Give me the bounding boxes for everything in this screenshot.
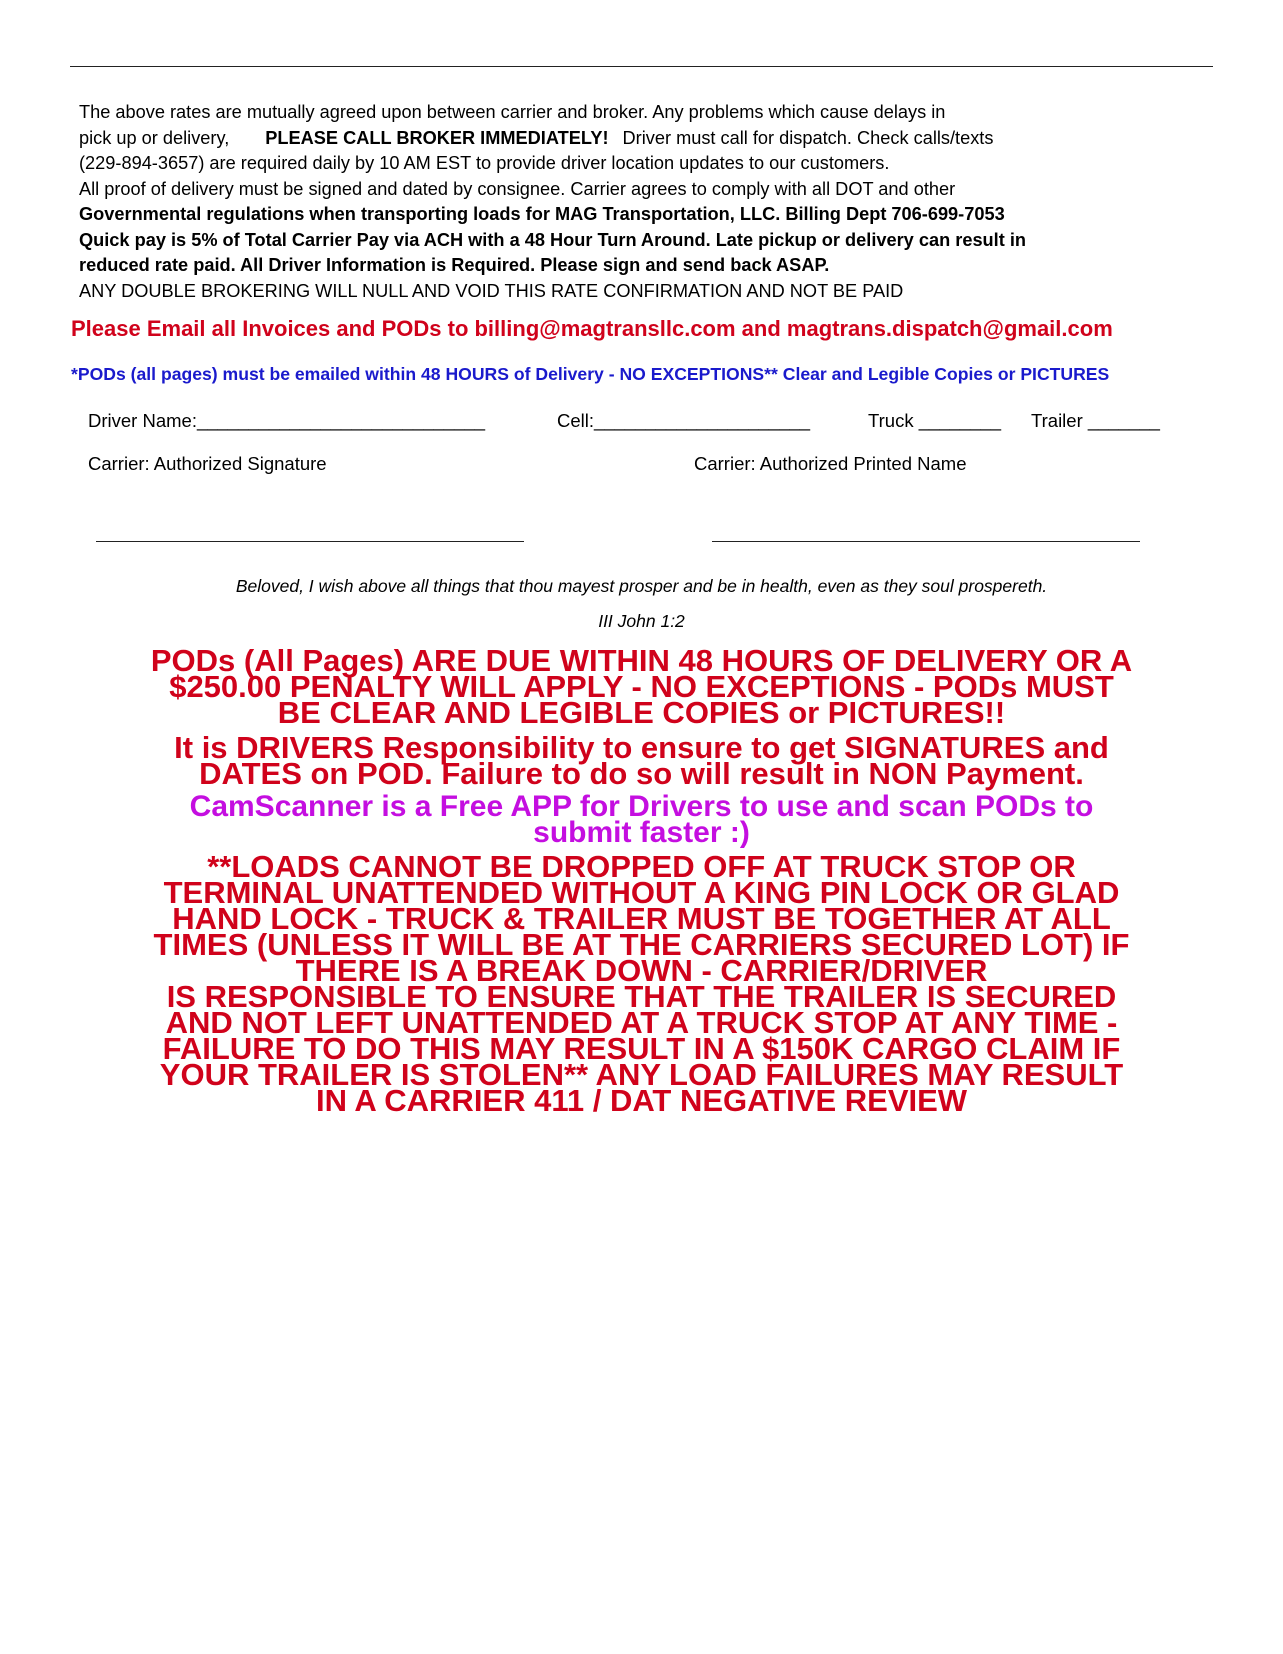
call-broker-notice: PLEASE CALL BROKER IMMEDIATELY! bbox=[265, 127, 609, 148]
driver-responsibility-warning bbox=[70, 730, 1213, 791]
cell-field[interactable]: Cell:_____________________ bbox=[557, 410, 811, 431]
email-notice: Please Email all Invoices and PODs to billing@magtransllc.com and magtrans.dispatch@gmail.com bbox=[71, 316, 1113, 341]
terms-line: The above rates are mutually agreed upon between carrier and broker. Any problems which cause delays in bbox=[79, 102, 946, 122]
warning-line: $250.00 PENALTY WILL APPLY - NO EXCEPTIONS - PODs MUST bbox=[169, 669, 1114, 704]
terms-text: Driver must call for dispatch. Check calls/texts bbox=[622, 127, 994, 148]
terms-line: All proof of delivery must be signed and dated by consignee. Carrier agrees to comply with all DOT and other bbox=[79, 178, 956, 199]
verse-text: Beloved, I wish above all things that thou mayest prosper and be in health, even as they soul prospereth. bbox=[235, 576, 1048, 596]
warning-line: AND NOT LEFT UNATTENDED AT A TRUCK STOP AT ANY TIME - bbox=[165, 1005, 1118, 1040]
authorized-signature-label: Carrier: Authorized Signature bbox=[88, 453, 327, 474]
terms-line: Quick pay is 5% of Total Carrier Pay via ACH with a 48 Hour Turn Around. Late pickup or delivery can result in bbox=[79, 229, 1026, 250]
signature-line[interactable] bbox=[96, 541, 524, 542]
loads-warning bbox=[70, 849, 1213, 1118]
camscanner-tip bbox=[70, 790, 1213, 849]
truck-field[interactable]: Truck ________ bbox=[868, 410, 1002, 431]
trailer-field[interactable]: Trailer _______ bbox=[1031, 410, 1160, 431]
verse-reference: III John 1:2 bbox=[598, 611, 685, 631]
warning-line: It is DRIVERS Responsibility to ensure to get SIGNATURES and bbox=[174, 730, 1109, 765]
warning-line: FAILURE TO DO THIS MAY RESULT IN A $150K CARGO CLAIM IF bbox=[162, 1031, 1121, 1066]
terms-line: Governmental regulations when transporting loads for MAG Transportation, LLC. Billing Dept 706-699-7053 bbox=[79, 204, 1005, 224]
tip-line: CamScanner is a Free APP for Drivers to use and scan PODs to bbox=[189, 790, 1094, 823]
terms-line: (229-894-3657) are required daily by 10 AM EST to provide driver location updates to our customers. bbox=[79, 153, 890, 173]
warning-line: BE CLEAR AND LEGIBLE COPIES or PICTURES!! bbox=[277, 695, 1006, 730]
terms-line: reduced rate paid. All Driver Information is Required. Please sign and send back ASAP. bbox=[79, 255, 830, 275]
warning-line: IS RESPONSIBLE TO ENSURE THAT THE TRAILER IS SECURED bbox=[166, 979, 1117, 1014]
authorized-printed-name-label: Carrier: Authorized Printed Name bbox=[694, 453, 967, 474]
warning-line: **LOADS CANNOT BE DROPPED OFF AT TRUCK STOP OR bbox=[207, 849, 1076, 884]
pods-notice: *PODs (all pages) must be emailed within 48 HOURS of Delivery - NO EXCEPTIONS** Clear and Legible Copies or PICTURES bbox=[71, 364, 1110, 384]
driver-name-field[interactable]: Driver Name:____________________________ bbox=[88, 410, 486, 431]
terms-text: pick up or delivery, bbox=[79, 127, 230, 148]
terms-line bbox=[79, 126, 1259, 152]
terms-line: ANY DOUBLE BROKERING WILL NULL AND VOID THIS RATE CONFIRMATION AND NOT BE PAID bbox=[79, 280, 904, 301]
top-divider bbox=[70, 66, 1213, 67]
warning-line: DATES on POD. Failure to do so will result in NON Payment. bbox=[199, 756, 1084, 791]
printed-name-line[interactable] bbox=[712, 541, 1140, 542]
warning-line: IN A CARRIER 411 / DAT NEGATIVE REVIEW bbox=[315, 1083, 968, 1118]
warning-line: TIMES (UNLESS IT WILL BE AT THE CARRIERS SECURED LOT) IF bbox=[153, 927, 1130, 962]
warning-line: PODs (All Pages) ARE DUE WITHIN 48 HOURS OF DELIVERY OR A bbox=[150, 643, 1133, 678]
warning-line: TERMINAL UNATTENDED WITHOUT A KING PIN LOCK OR GLAD bbox=[163, 875, 1120, 910]
warning-line: YOUR TRAILER IS STOLEN** ANY LOAD FAILURES MAY RESULT bbox=[159, 1057, 1124, 1092]
tip-line: submit faster :) bbox=[533, 816, 750, 849]
warning-line: THERE IS A BREAK DOWN - CARRIER/DRIVER bbox=[295, 953, 988, 988]
pod-due-warning bbox=[70, 643, 1213, 730]
terms-paragraph bbox=[79, 100, 1259, 304]
warning-line: HAND LOCK - TRUCK & TRAILER MUST BE TOGETHER AT ALL bbox=[172, 901, 1111, 936]
